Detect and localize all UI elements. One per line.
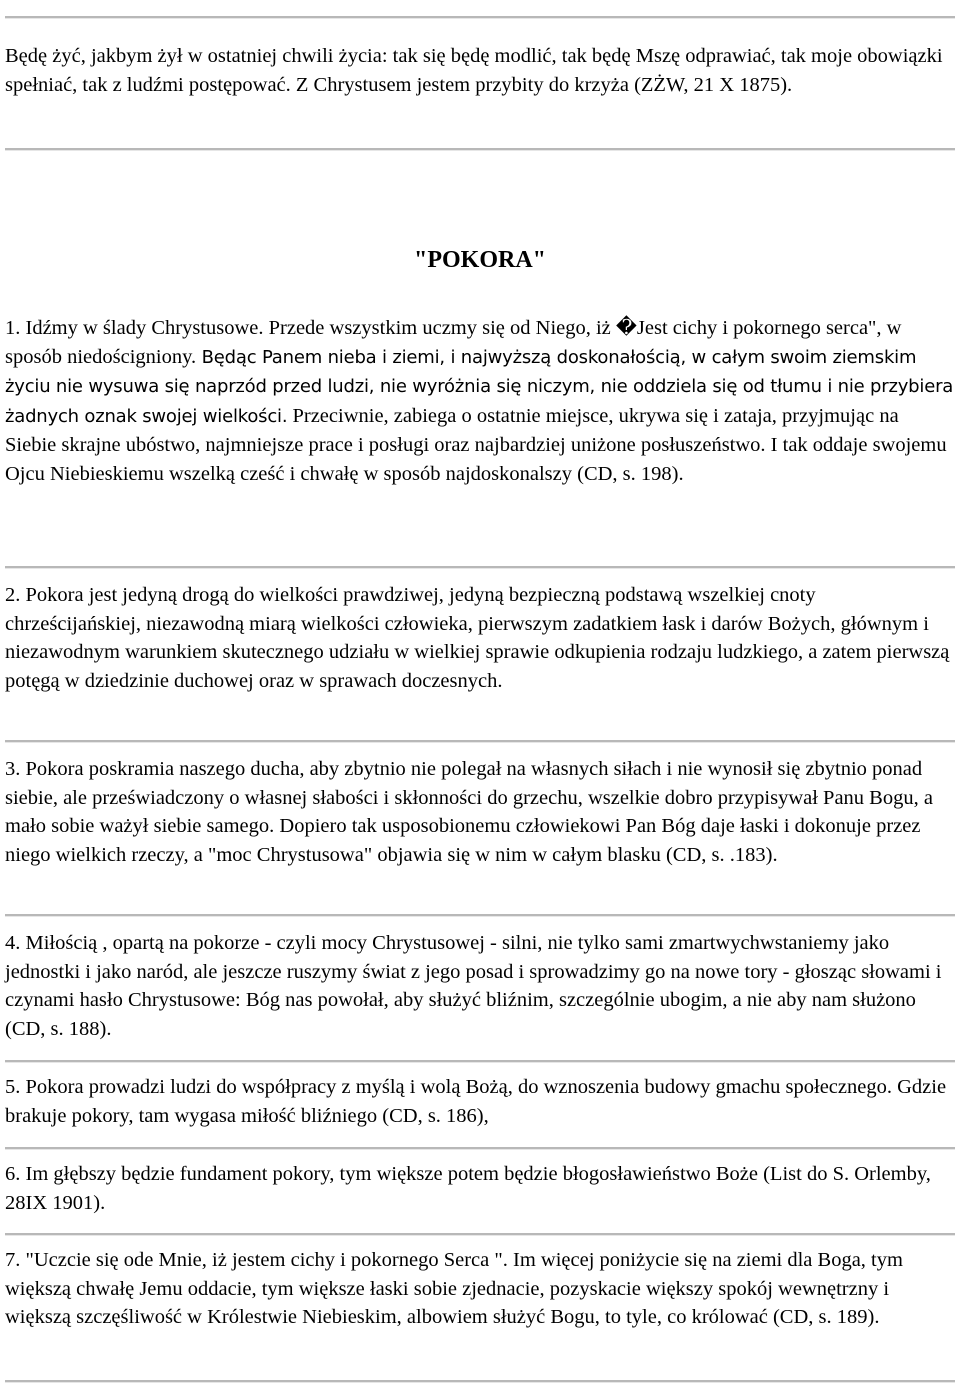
paragraph-2: 2. Pokora jest jedyną drogą do wielkości prawdziwej, jedyną bezpieczną podstawą wszelkiej cnoty chrześcijańskiej, niezawodną miarą wielkości człowieka, pierwszym zadatkiem łask i darów Bożych, głównym i niezawodnym warunkiem skutecznego udziału w wielkiej sprawie odkupienia rodzaju ludzkiego, a zatem pierwszą potęgą w dziedzinie duchowej oraz w sprawach doczesnych.: [5, 584, 950, 692]
section-title: "POKORA": [414, 247, 546, 273]
intro-paragraph: Będę żyć, jakbym żył w ostatniej chwili życia: tak się będę modlić, tak będę Mszę odprawiać, tak moje obowiązki spełniać, tak z ludźmi postępować. Z Chrystusem jestem przybity do krzyża (ZŻW, 21 X 1875).: [5, 45, 943, 96]
separator-1: [5, 566, 955, 569]
separator-bottom: [5, 1380, 955, 1383]
separator-3: [5, 914, 955, 917]
separator-4: [5, 1060, 955, 1063]
paragraph-1: [5, 314, 955, 488]
paragraph-7: 7. "Uczcie się ode Mnie, iż jestem cichy i pokornego Serca ". Im więcej poniżycie się na ziemi dla Boga, tym większą chwałę Jemu oddacie, tym większe łaski sobie zjednacie, pozyskacie większy spokój wewnętrzny i większą szczęśliwość w Królestwie Niebieskim, albowiem służyć Bogu, to tyle, co królować (CD, s. 189).: [5, 1249, 903, 1328]
separator-6: [5, 1233, 955, 1236]
separator-top: [5, 16, 955, 19]
paragraph-1-end: Przeciwnie, zabiega o ostatnie miejsce, ukrywa się i zataja, przyjmując na Siebie skrajne ubóstwo, najmniejsze prace i posługi oraz najbardziej uniżone posłuszeństwo. I tak oddaje swojemu Ojcu Niebieskiemu wszelką cześć i chwałę w sposób najdoskonalszy (CD, s. 198).: [5, 404, 947, 485]
paragraph-1-start: 1. Idźmy w ślady Chrystusowe. Przede wszystkim uczmy się od Niego, iż �Jest cichy i pokornego serca", w sposób niedościgniony.: [5, 317, 902, 368]
separator-intro: [5, 148, 955, 151]
separator-2: [5, 740, 955, 743]
paragraph-6: 6. Im głębszy będzie fundament pokory, tym większe potem będzie błogosławieństwo Boże (List do S. Orlemby, 28IX 1901).: [5, 1163, 931, 1214]
paragraph-3: 3. Pokora poskramia naszego ducha, aby zbytnio nie polegał na własnych siłach i nie wynosił się zbytnio ponad siebie, ale przeświadczony o własnej słabości i skłonności do grzechu, wszelkie dobro przypisywał Panu Bogu, a mało sobie ważył siebie samego. Dopiero tak usposobionemu człowiekowi Pan Bóg daje łaski i dokonuje przez niego wielkich rzeczy, a "moc Chrystusowa" objawia się w nim w całym blasku (CD, s. .183).: [5, 758, 933, 866]
paragraph-1-middle: Będąc Panem nieba i ziemi, i najwyższą doskonałością, w całym swoim ziemskim życiu nie wysuwa się naprzód przed ludzi, nie wyróżnia się niczym, nie oddziela się od tłumu i nie przybiera żadnych oznak swojej wielkości.: [5, 346, 954, 427]
paragraph-5: 5. Pokora prowadzi ludzi do współpracy z myślą i wolą Bożą, do wznoszenia budowy gmachu społecznego. Gdzie brakuje pokory, tam wygasa miłość bliźniego (CD, s. 186),: [5, 1076, 947, 1127]
paragraph-4: 4. Miłością , opartą na pokorze - czyli mocy Chrystusowej - silni, nie tylko sami zmartwychwstaniemy jako jednostki i jako naród, ale jeszcze ruszymy świat z jego posad i sprowadzimy go na nowe tory - głosząc słowami i czynami hasło Chrystusowe: Bóg nas powołał, aby służyć bliźnim, szczególnie ubogim, a nie aby nam służono (CD, s. 188).: [5, 932, 942, 1040]
separator-5: [5, 1147, 955, 1150]
